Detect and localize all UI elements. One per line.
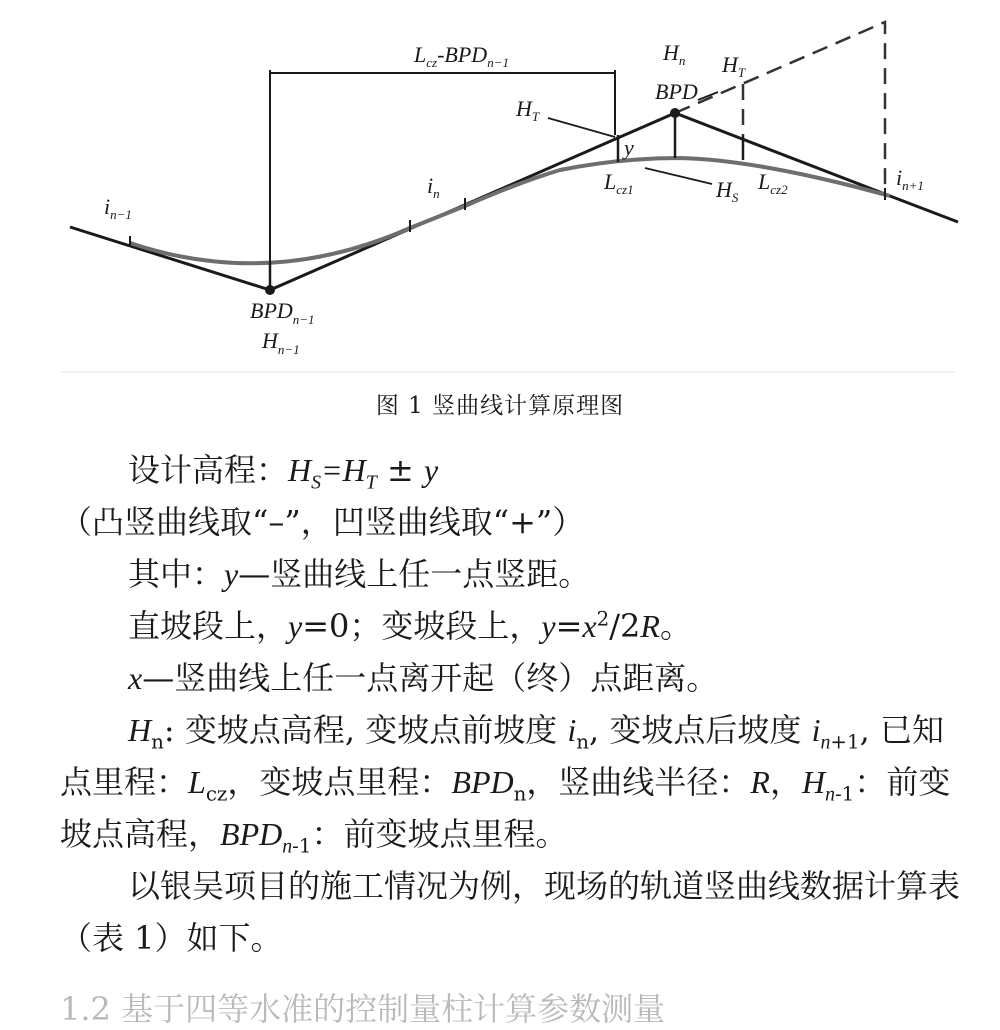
paragraph-design-elevation: 设计高程：$H_S=H_T \pm y$（凸竖曲线取“–”，凹竖曲线取“+”） <box>60 451 585 541</box>
paragraph-example: 以银吴项目的施工情况为例，现场的轨道竖曲线数据计算表（表 1）如下。 <box>60 867 961 957</box>
ordinates <box>270 113 743 290</box>
label-i-n: $i_n$ <box>427 173 440 201</box>
bpd-point <box>670 108 680 118</box>
label-dimension: $L_{cz}-BPD_{n-1}$ <box>414 42 509 70</box>
vertical-curve-diagram <box>0 0 1000 380</box>
paragraph-y-definition: 其中：y—竖曲线上任一点竖距。 <box>128 555 591 593</box>
figure-caption: 图 1 竖曲线计算原理图 <box>375 393 625 419</box>
paragraph-variables: $H_n$: 变坡点高程, 变坡点前坡度 $i_n$, 变坡点后坡度 $i_{n+1}$, 已知点里程：$L_{cz}$，变坡点里程：$BPD_n$，竖曲线半径：R，$H_{n-1}$：前变坡点高程，$BPD_{n-1}$：前变坡点里程。 <box>60 711 951 858</box>
dimension-line <box>270 70 615 262</box>
label-bpd: BPD <box>655 79 698 104</box>
label-lcz1: $L_{cz1}$ <box>604 169 634 197</box>
paragraph-y-formula: 直坡段上，y=0；变坡段上，$y=x^2/2R$。 <box>128 607 692 645</box>
label-i-prev: $i_{n-1}$ <box>104 194 132 222</box>
vertical-curve <box>130 158 890 263</box>
label-bpd-prev: $BPD_{n-1}$ <box>250 298 315 327</box>
label-h-prev: $H_{n-1}$ <box>262 328 300 357</box>
tangent-polyline <box>70 113 958 290</box>
label-ht-right: $H_T$ <box>722 52 746 80</box>
label-i-next: $i_{n+1}$ <box>896 165 924 193</box>
bpd-prev-point <box>265 285 275 295</box>
label-hs: $H_S$ <box>716 177 739 205</box>
next-section-heading: 1.2 基于四等水准的控制量柱计算参数测量 <box>60 990 666 1028</box>
label-ht-left: $H_T$ <box>516 96 540 124</box>
label-h-n: $H_n$ <box>663 40 686 68</box>
label-lcz2: $L_{cz2}$ <box>758 169 788 197</box>
paragraph-x-definition: x—竖曲线上任一点离开起（终）点距离。 <box>128 659 719 697</box>
label-y: y <box>624 135 634 160</box>
grade-lines <box>70 113 958 290</box>
